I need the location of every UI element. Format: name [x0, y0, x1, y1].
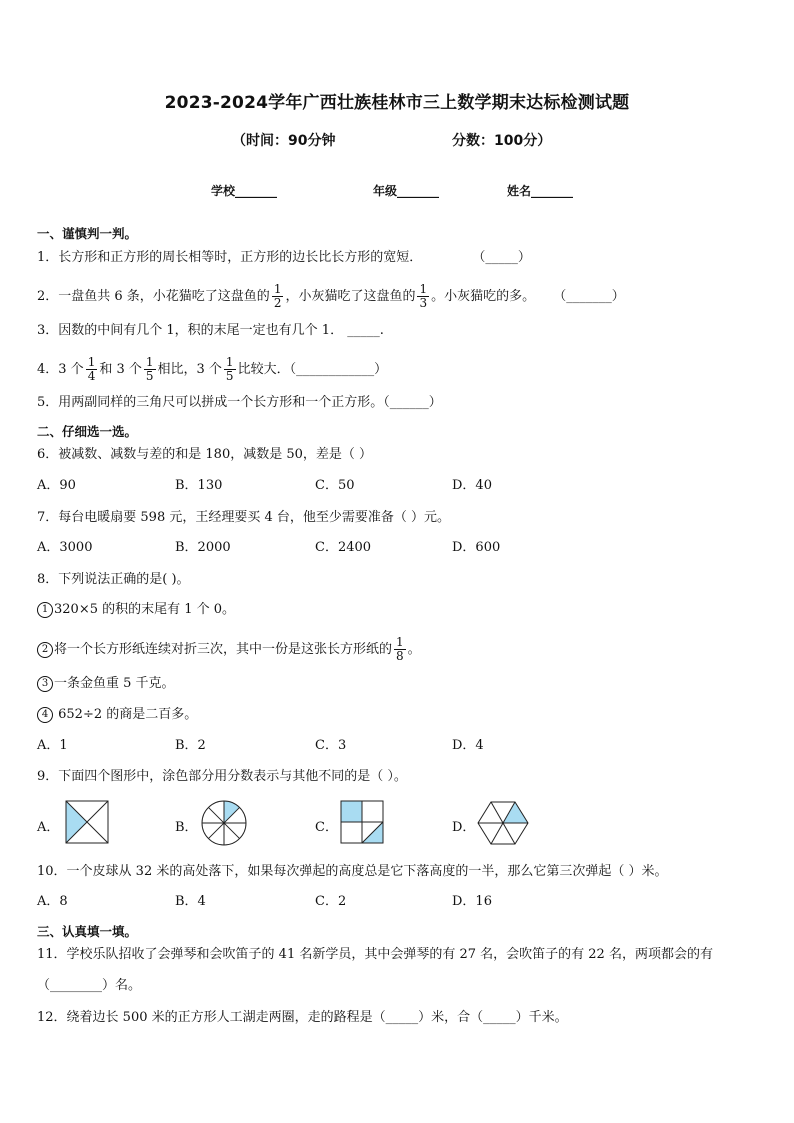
options-q10: [37, 892, 757, 912]
fraction: $\frac{1}{2}$: [273, 282, 282, 310]
option-a[interactable]: A．8: [37, 894, 68, 909]
question-text: 1．长方形和正方形的周长相等时，正方形的边长比长方形的宽短．: [37, 250, 423, 265]
question-2: [37, 283, 625, 310]
question-11: 11．学校乐队招收了会弹琴和会吹笛子的 41 名新学员，其中会弹琴的有 27 名，会吹笛子的有 22 名，两项都会的有: [37, 947, 713, 962]
option-a[interactable]: A．1: [37, 738, 68, 753]
options-q7: [37, 538, 757, 558]
fraction: $\frac{1}{4}$: [87, 355, 96, 383]
circled-number: 4: [37, 707, 53, 723]
options-q8: [37, 736, 757, 756]
option-d[interactable]: D．: [452, 820, 476, 835]
exam-time: （时间：90分钟: [232, 133, 336, 149]
statement-4: 4 652÷2 的商是二百多。: [37, 705, 197, 725]
options-q6: [37, 476, 757, 496]
option-d[interactable]: D．600: [452, 540, 501, 555]
shaded-region: [66, 801, 87, 843]
option-d[interactable]: D．16: [452, 894, 492, 909]
square-quarters-figure: [340, 800, 384, 844]
name-field: 姓名_______: [507, 184, 574, 198]
shaded-region: [341, 801, 362, 822]
grade-field: 年级_______: [373, 184, 440, 198]
option-c[interactable]: C．50: [315, 478, 355, 493]
option-c[interactable]: C．2400: [315, 540, 372, 555]
option-c[interactable]: C．: [315, 820, 338, 835]
question-5: 5．用两副同样的三角尺可以拼成一个长方形和一个正方形。（______）: [37, 395, 442, 410]
option-a[interactable]: A．90: [37, 478, 76, 493]
question-3: 3．因数的中间有几个 1，积的末尾一定也有几个 1． _____.: [37, 323, 384, 338]
option-b[interactable]: B．: [175, 820, 198, 835]
question-text: ，小灰猫吃了这盘鱼的: [285, 289, 416, 304]
question-1: [37, 248, 531, 268]
school-field: 学校_______: [211, 184, 278, 198]
question-12: 12．绕着边长 500 米的正方形人工湖走两圈，走的路程是（_____）米，合（_____）千米。: [37, 1010, 568, 1025]
exam-score: 分数：100分）: [452, 133, 552, 149]
section-heading-2: 二、仔细选一选。: [37, 424, 138, 439]
circle-eighths-figure: [201, 800, 247, 846]
section-heading-1: 一、谨慎判一判。: [37, 226, 138, 241]
option-b[interactable]: B．2000: [175, 540, 231, 555]
question-10: 10．一个皮球从 32 米的高处落下，如果每次弹起的高度总是它下落高度的一半，那么它第三次弹起（ ）米。: [37, 864, 668, 879]
shaded-region: [224, 801, 240, 823]
option-b[interactable]: B．4: [175, 894, 206, 909]
circled-number: 1: [37, 602, 53, 618]
answer-blank: （_____）: [472, 250, 531, 265]
question-11-continued: （________）名。: [37, 978, 142, 993]
question-text: 2．一盘鱼共 6 条，小花猫吃了这盘鱼的: [37, 289, 270, 304]
option-c[interactable]: C．3: [315, 738, 347, 753]
fraction: $\frac{1}{3}$: [419, 282, 428, 310]
section-heading-3: 三、认真填一填。: [37, 924, 138, 939]
statement-1: 1 320×5 的积的末尾有 1 个 0。: [37, 600, 235, 620]
fraction: $\frac{1}{8}$: [396, 635, 404, 663]
statement-3: 3 一条金鱼重 5 千克。: [37, 674, 175, 694]
option-d[interactable]: D．4: [452, 738, 484, 753]
figure-options: [37, 800, 757, 850]
question-7: 7．每台电暖扇要 598 元，王经理要买 4 台，他至少需要准备（ ）元。: [37, 510, 451, 525]
square-with-diagonals-figure: [65, 800, 109, 844]
answer-blank: （_______）: [553, 289, 625, 304]
question-text: 。小灰猫吃的多。: [431, 289, 536, 304]
hexagon-figure: [477, 800, 529, 846]
option-a[interactable]: A．3000: [37, 540, 93, 555]
option-b[interactable]: B．2: [175, 738, 206, 753]
question-6: 6．被减数、减数与差的和是 180，减数是 50，差是（ ）: [37, 447, 373, 462]
shaded-region: [503, 802, 528, 823]
question-8: 8．下列说法正确的是( )。: [37, 572, 190, 587]
option-a[interactable]: A．: [37, 820, 60, 835]
page-title: 2023-2024学年广西壮族桂林市三上数学期末达标检测试题: [164, 93, 630, 113]
circled-number: 2: [37, 642, 53, 658]
option-c[interactable]: C．2: [315, 894, 347, 909]
fraction: $\frac{1}{5}$: [225, 355, 234, 383]
option-d[interactable]: D．40: [452, 478, 492, 493]
question-4: 4．3 个 $\frac{1}{4}$ 和 3 个 $\frac{1}{5}$ 相比，3 个 $\frac{1}{5}$ 比较大．（____________）: [37, 355, 388, 383]
statement-2: 2 将一个长方形纸连续对折三次，其中一份是这张长方形纸的 $\frac{1}{8}$ 。: [37, 636, 421, 663]
fraction: $\frac{1}{5}$: [145, 355, 154, 383]
circled-number: 3: [37, 676, 53, 692]
question-9: 9．下面四个图形中，涂色部分用分数表示与其他不同的是（ ）。: [37, 769, 407, 784]
option-b[interactable]: B．130: [175, 478, 223, 493]
